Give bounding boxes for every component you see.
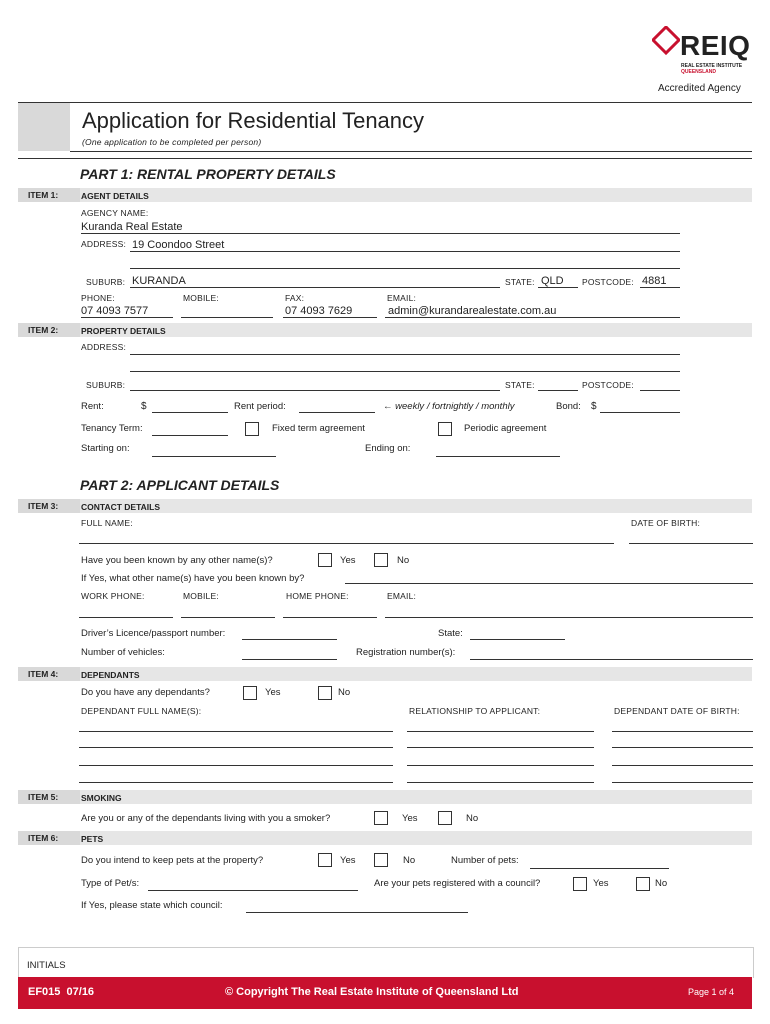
- phone-line: [81, 317, 173, 318]
- fixed-term-label: Fixed term agreement: [272, 423, 365, 434]
- page-subtitle: (One application to be completed per person): [82, 137, 262, 147]
- registered-yes-checkbox[interactable]: [573, 877, 587, 891]
- dependants-yes-checkbox[interactable]: [243, 686, 257, 700]
- property-state-label: STATE:: [505, 380, 535, 390]
- full-name-label: FULL NAME:: [81, 518, 133, 528]
- smoking-yes-label: Yes: [402, 813, 418, 824]
- dependant-row-3-dob[interactable]: [612, 765, 753, 766]
- state-label: STATE:: [505, 277, 535, 287]
- bond-label: Bond:: [556, 401, 581, 412]
- dependant-row-2-dob[interactable]: [612, 747, 753, 748]
- part2-heading: PART 2: APPLICANT DETAILS: [80, 477, 280, 493]
- state-line: [538, 287, 578, 288]
- licence-state-label: State:: [438, 628, 463, 639]
- agency-name-line: [81, 233, 680, 234]
- diamond-logo-icon: [652, 26, 680, 56]
- dependant-row-4-rel[interactable]: [407, 782, 594, 783]
- dependants-yes-label: Yes: [265, 687, 281, 698]
- which-council-label: If Yes, please state which council:: [81, 900, 223, 911]
- email-line: [385, 317, 680, 318]
- dependant-row-3-name[interactable]: [79, 765, 393, 766]
- ending-on-line[interactable]: [436, 456, 560, 457]
- pets-no-checkbox[interactable]: [374, 853, 388, 867]
- property-suburb-label: SUBURB:: [86, 380, 126, 390]
- agency-name-value[interactable]: Kuranda Real Estate: [81, 221, 183, 233]
- num-pets-label: Number of pets:: [451, 855, 519, 866]
- relationship-column: RELATIONSHIP TO APPLICANT:: [409, 706, 541, 716]
- property-state-line[interactable]: [538, 390, 578, 391]
- periodic-label: Periodic agreement: [464, 423, 547, 434]
- page-title: Application for Residential Tenancy: [82, 108, 425, 133]
- other-names-yes-label: Yes: [340, 555, 356, 566]
- title-bottom-rule: [70, 151, 752, 152]
- mobile-label: MOBILE:: [183, 293, 219, 303]
- applicant-email-label: EMAIL:: [387, 591, 417, 601]
- work-phone-label: WORK PHONE:: [81, 591, 145, 601]
- rent-dollar: $: [141, 401, 147, 412]
- agent-details-heading: AGENT DETAILS: [81, 191, 149, 201]
- dependant-row-2-name[interactable]: [79, 747, 393, 748]
- rent-period-label: Rent period:: [234, 401, 286, 412]
- dependant-row-3-rel[interactable]: [407, 765, 594, 766]
- dependant-row-1-rel[interactable]: [407, 731, 594, 732]
- title-bottom-rule-2: [18, 158, 752, 159]
- reiq-logo: [652, 22, 752, 84]
- item6-label: ITEM 6:: [18, 831, 80, 845]
- dob-label: DATE OF BIRTH:: [631, 518, 701, 528]
- fixed-term-checkbox[interactable]: [245, 422, 259, 436]
- smoking-question: Are you or any of the dependants living with you a smoker?: [81, 813, 331, 824]
- property-address-line-2[interactable]: [130, 371, 680, 372]
- logo-subtitle-2: QUEENSLAND: [681, 69, 717, 75]
- copyright: © Copyright The Real Estate Institute of Queensland Ltd: [225, 986, 519, 998]
- dependant-row-4-dob[interactable]: [612, 782, 753, 783]
- address-line-1: [130, 251, 680, 252]
- vehicles-label: Number of vehicles:: [81, 647, 165, 658]
- registered-yes-label: Yes: [593, 878, 609, 889]
- property-postcode-line[interactable]: [640, 390, 680, 391]
- ending-on-label: Ending on:: [365, 443, 411, 454]
- dob-line[interactable]: [629, 543, 753, 544]
- pet-type-label: Type of Pet/s:: [81, 878, 140, 889]
- address-value[interactable]: 19 Coondoo Street: [132, 239, 225, 251]
- rent-line[interactable]: [152, 412, 228, 413]
- phone-label: PHONE:: [81, 293, 115, 303]
- licence-line[interactable]: [242, 639, 337, 640]
- item6-bar: [18, 831, 752, 845]
- num-pets-line[interactable]: [530, 868, 669, 869]
- work-phone-line[interactable]: [79, 617, 173, 618]
- rent-period-hint: ← weekly / fortnightly / monthly: [383, 401, 515, 412]
- smoking-no-checkbox[interactable]: [438, 811, 452, 825]
- smoking-heading: SMOKING: [81, 793, 122, 803]
- pets-heading: PETS: [81, 834, 104, 844]
- starting-on-line[interactable]: [152, 456, 276, 457]
- pet-type-line[interactable]: [148, 890, 358, 891]
- dependant-name-column: DEPENDANT FULL NAME(S):: [81, 706, 202, 716]
- dependant-row-1-dob[interactable]: [612, 731, 753, 732]
- initials-label: INITIALS: [27, 960, 66, 971]
- property-details-heading: PROPERTY DETAILS: [81, 326, 166, 336]
- item4-label: ITEM 4:: [18, 667, 80, 681]
- pets-question: Do you intend to keep pets at the property?: [81, 855, 264, 866]
- other-names-no-checkbox[interactable]: [374, 553, 388, 567]
- state-value[interactable]: QLD: [541, 275, 564, 287]
- dependants-heading: DEPENDANTS: [81, 670, 140, 680]
- logo-text: REIQ: [680, 30, 751, 61]
- home-phone-label: HOME PHONE:: [286, 591, 349, 601]
- other-names-line[interactable]: [345, 583, 753, 584]
- postcode-label: POSTCODE:: [582, 277, 634, 287]
- email-value[interactable]: admin@kurandarealestate.com.au: [388, 305, 557, 317]
- other-names-yes-checkbox[interactable]: [318, 553, 332, 567]
- registered-no-checkbox[interactable]: [636, 877, 650, 891]
- smoking-no-label: No: [466, 813, 479, 824]
- pets-yes-checkbox[interactable]: [318, 853, 332, 867]
- dependant-row-4-name[interactable]: [79, 782, 393, 783]
- other-names-followup: If Yes, what other name(s) have you been known by?: [81, 573, 305, 584]
- footer-bar: [18, 977, 752, 1009]
- applicant-mobile-label: MOBILE:: [183, 591, 219, 601]
- registration-label: Registration number(s):: [356, 647, 456, 658]
- postcode-line: [640, 287, 680, 288]
- dependant-row-2-rel[interactable]: [407, 747, 594, 748]
- tenancy-term-label: Tenancy Term:: [81, 423, 143, 434]
- item5-bar: [18, 790, 752, 804]
- item2-label: ITEM 2:: [18, 323, 80, 337]
- property-address-label: ADDRESS:: [81, 342, 127, 352]
- suburb-label: SUBURB:: [86, 277, 126, 287]
- address-line-2: [130, 268, 680, 269]
- suburb-value[interactable]: KURANDA: [132, 275, 186, 287]
- initials-box[interactable]: [18, 947, 754, 978]
- fax-line: [283, 317, 377, 318]
- property-postcode-label: POSTCODE:: [582, 380, 634, 390]
- registration-line[interactable]: [470, 659, 753, 660]
- full-name-line[interactable]: [79, 543, 614, 544]
- pets-registered-question: Are your pets registered with a council?: [374, 878, 541, 889]
- title-grey-block: [18, 103, 70, 151]
- pets-no-label: No: [403, 855, 416, 866]
- licence-label: Driver’s Licence/passport number:: [81, 628, 226, 639]
- contact-details-heading: CONTACT DETAILS: [81, 502, 161, 512]
- phone-value[interactable]: 07 4093 7577: [81, 305, 149, 317]
- page-number: Page 1 of 4: [688, 987, 735, 997]
- other-names-no-label: No: [397, 555, 410, 566]
- vehicles-line[interactable]: [242, 659, 337, 660]
- property-address-line-1[interactable]: [130, 354, 680, 355]
- tenancy-term-line[interactable]: [152, 435, 228, 436]
- applicant-email-line[interactable]: [385, 617, 753, 618]
- bond-line[interactable]: [600, 412, 680, 413]
- rent-period-line[interactable]: [299, 412, 375, 413]
- item5-label: ITEM 5:: [18, 790, 80, 804]
- starting-on-label: Starting on:: [81, 443, 130, 454]
- bond-dollar: $: [591, 401, 597, 412]
- email-label: EMAIL:: [387, 293, 417, 303]
- other-names-question: Have you been known by any other name(s)?: [81, 555, 273, 566]
- logo-subtitle-1: REAL ESTATE INSTITUTE: [681, 63, 743, 69]
- property-suburb-line[interactable]: [130, 390, 500, 391]
- fax-value[interactable]: 07 4093 7629: [285, 305, 353, 317]
- dependants-no-checkbox[interactable]: [318, 686, 332, 700]
- title-top-rule: [18, 102, 752, 103]
- pets-yes-label: Yes: [340, 855, 356, 866]
- fax-label: FAX:: [285, 293, 305, 303]
- registered-no-label: No: [655, 878, 668, 889]
- dependant-dob-column: DEPENDANT DATE OF BIRTH:: [614, 706, 740, 716]
- accredited-agency: Accredited Agency: [658, 83, 741, 94]
- dependants-question: Do you have any dependants?: [81, 687, 210, 698]
- item3-label: ITEM 3:: [18, 499, 80, 513]
- address-label: ADDRESS:: [81, 239, 127, 249]
- suburb-line: [130, 287, 500, 288]
- rent-label: Rent:: [81, 401, 104, 412]
- agency-name-label: AGENCY NAME:: [81, 208, 149, 218]
- home-phone-line[interactable]: [283, 617, 377, 618]
- dependants-no-label: No: [338, 687, 351, 698]
- smoking-yes-checkbox[interactable]: [374, 811, 388, 825]
- item1-label: ITEM 1:: [18, 188, 80, 202]
- part1-heading: PART 1: RENTAL PROPERTY DETAILS: [80, 166, 336, 182]
- applicant-mobile-line[interactable]: [181, 617, 275, 618]
- licence-state-line[interactable]: [470, 639, 565, 640]
- dependant-row-1-name[interactable]: [79, 731, 393, 732]
- form-code: EF015 07/16: [28, 986, 95, 998]
- which-council-line[interactable]: [246, 912, 468, 913]
- periodic-checkbox[interactable]: [438, 422, 452, 436]
- mobile-line: [181, 317, 273, 318]
- postcode-value[interactable]: 4881: [642, 275, 667, 287]
